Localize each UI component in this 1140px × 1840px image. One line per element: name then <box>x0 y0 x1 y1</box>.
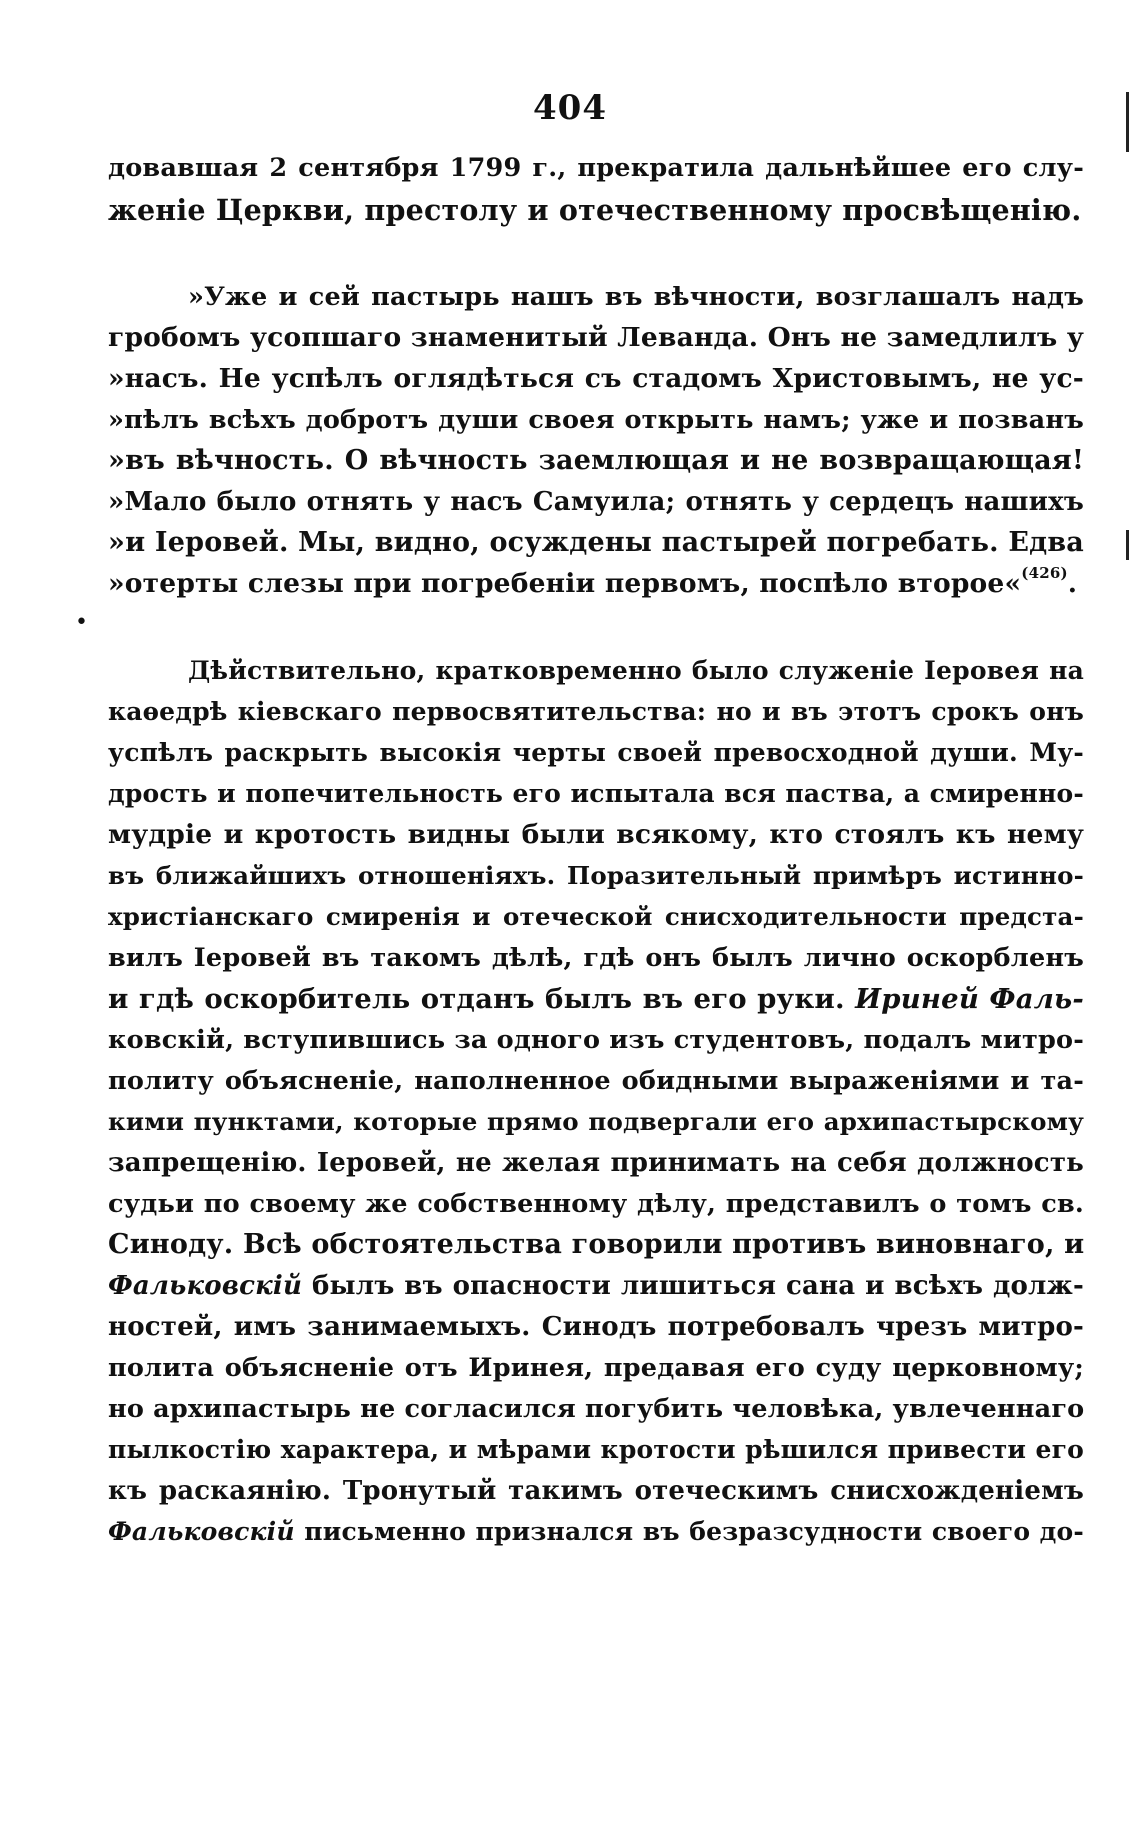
text-line: запрещенію. Іеровей, не желая принимать на себя должность <box>108 1148 1084 1178</box>
text-line: Дѣйствительно, кратковременно было служеніе Іеровея на <box>188 656 1084 685</box>
margin-rule <box>1126 92 1129 152</box>
text-line: ковскій, вступившись за одного изъ студентовъ, подалъ митро- <box>108 1025 1084 1055</box>
text-line: »насъ. Не успѣлъ оглядѣться съ стадомъ Христовымъ, не ус- <box>108 363 1084 394</box>
page-number: 404 <box>533 88 607 128</box>
person-name: Фальковскій <box>108 1517 295 1546</box>
text-line: »и Іеровей. Мы, видно, осуждены пастырей погребать. Едва <box>108 527 1085 558</box>
margin-rule <box>1126 530 1129 560</box>
text-line: »Мало было отнять у насъ Самуила; отнять у сердецъ нашихъ <box>108 487 1084 517</box>
text-line <box>108 1266 1084 1306</box>
person-name: Ириней Фаль- <box>855 983 1084 1015</box>
footnote-ref: (426) <box>1021 564 1068 582</box>
text-line: письменно признался въ безразсудности своего до- <box>304 1517 1084 1546</box>
person-name: Фальковскій <box>108 1271 303 1301</box>
text-line: кими пунктами, которые прямо подвергали его архипастырскому <box>108 1107 1084 1136</box>
text-line: пылкостію характера, и мѣрами кротости рѣшился привести его <box>108 1435 1084 1464</box>
text-line <box>108 979 1084 1019</box>
text-line: былъ въ опасности лишиться сана и всѣхъ долж- <box>311 1271 1084 1301</box>
text-line: мудріе и кротость видны были всякому, кто стоялъ къ нему <box>108 819 1084 850</box>
margin-mark: • <box>75 610 88 635</box>
text-line: въ ближайшихъ отношеніяхъ. Поразительный примѣръ истинно- <box>108 861 1084 890</box>
text-line: полита объясненіе отъ Иринея, предавая его суду церковному; <box>108 1353 1084 1383</box>
text-line: судьи по своему же собственному дѣлу, представилъ о томъ св. <box>108 1189 1084 1219</box>
text-line: »отерты слезы при погребеніи первомъ, поспѣло второе« <box>108 568 1022 599</box>
text-line: каѳедрѣ кіевскаго первосвятительства: но и въ этотъ срокъ онъ <box>108 697 1084 726</box>
text-line: »въ вѣчность. О вѣчность заемлющая и не возвращающая! <box>108 445 1084 476</box>
text-line: довавшая 2 сентября 1799 г., прекратила дальнѣйшее его слу- <box>108 153 1084 183</box>
text-line: гробомъ усопшаго знаменитый Леванда. Онъ не замедлилъ у <box>108 322 1084 353</box>
text-line: христіанскаго смиренія и отеческой снисходительности предста- <box>108 902 1084 931</box>
text-line: ностей, имъ занимаемыхъ. Синодъ потребовалъ чрезъ митро- <box>108 1312 1084 1342</box>
text-line: но архипастырь не согласился погубить человѣка, увлеченнаго <box>108 1394 1085 1424</box>
text-line: »отерты слезы при погребеніи первомъ, поспѣло второе«$^{(426)}$. <box>108 564 1078 599</box>
text-line: дрость и попечительность его испытала вся паства, а смиренно- <box>108 779 1084 808</box>
text-line: политу объясненіе, наполненное обидными выраженіями и та- <box>108 1066 1084 1096</box>
text-line: Синоду. Всѣ обстоятельства говорили противъ виновнаго, и <box>108 1229 1085 1260</box>
text-line: женіе Церкви, престолу и отечественному просвѣщенію. <box>108 193 1082 227</box>
text-line: »пѣлъ всѣхъ добротъ души своея открыть намъ; уже и позванъ <box>108 405 1084 435</box>
text-line: и гдѣ оскорбитель отданъ былъ въ его руки. <box>108 983 845 1015</box>
text-line: успѣлъ раскрыть высокія черты своей превосходной души. Му- <box>108 738 1084 767</box>
text-line: вилъ Іеровей въ такомъ дѣлѣ, гдѣ онъ былъ лично оскорбленъ <box>108 943 1084 973</box>
text-line: »Уже и сей пастырь нашъ въ вѣчности, возглашалъ надъ <box>188 282 1084 312</box>
text-line: къ раскаянію. Тронутый такимъ отеческимъ снисхожденіемъ <box>108 1476 1084 1506</box>
text-line <box>108 1512 1084 1552</box>
